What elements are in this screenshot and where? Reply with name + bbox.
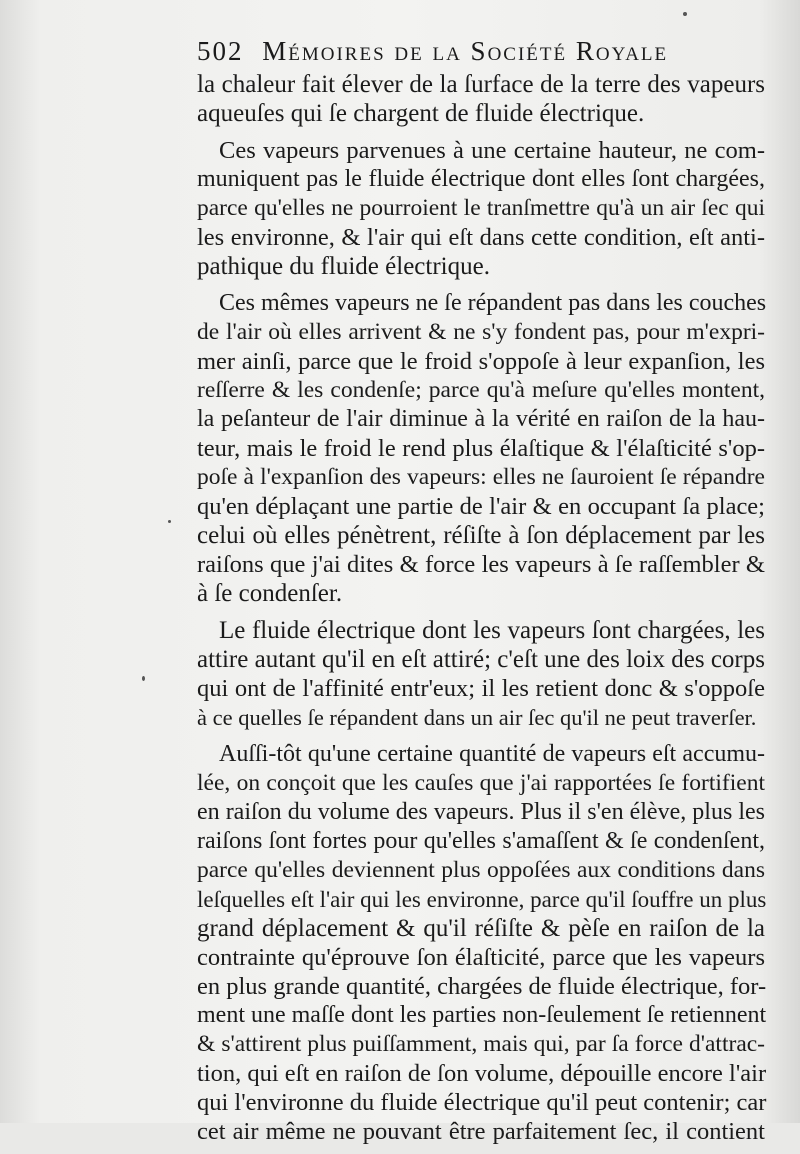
text-line: la peſanteur de l'air diminue à la vérité en raiſon de la hau-	[197, 406, 765, 432]
paragraph	[197, 70, 765, 128]
text-line: parce qu'elles deviennent plus oppoſées aux conditions dans	[197, 857, 765, 883]
text-line: pathique du fluide électrique.	[197, 253, 490, 280]
text-line: la chaleur fait élever de la ſurface de la terre des vapeurs	[197, 71, 765, 98]
text-line: lée, on conçoit que les cauſes que j'ai rapportées ſe fortifient	[197, 770, 765, 796]
text-line: en raiſon du volume des vapeurs. Plus il s'en élève, plus les	[197, 799, 765, 825]
text-line: qui ont de l'affinité entr'eux; il les retient donc & s'oppoſe	[197, 675, 765, 702]
body-text	[197, 70, 765, 1154]
text-line: à ce quelles ſe répandent dans un air ſec qu'il ne peut traverſer.	[197, 705, 757, 730]
text-line: mer ainſi, parce que le froid s'oppoſe à leur expanſion, les	[197, 348, 765, 375]
page-number: 502	[197, 36, 244, 66]
scan-speck	[683, 12, 687, 16]
text-line: celui où elles pénètrent, réſiſte à ſon déplacement par les	[197, 522, 765, 549]
running-head	[197, 36, 668, 67]
text-line: muniquent pas le fluide électrique dont elles ſont chargées,	[197, 166, 765, 192]
text-line: qui l'environne du fluide électrique qu'il peut contenir; car	[197, 1089, 767, 1116]
paragraph	[197, 136, 765, 281]
text-line: à ſe condenſer.	[197, 580, 343, 607]
text-line: qu'en déplaçant une partie de l'air & en occupant ſa place;	[197, 493, 765, 520]
text-line: attire autant qu'il en eſt attiré; c'eſt une des loix des corps	[197, 646, 765, 673]
text-line: poſe à l'expanſion des vapeurs: elles ne ſauroient ſe répandre	[197, 464, 765, 490]
text-line: reſſerre & les condenſe; parce qu'à meſure qu'elles montent,	[197, 377, 765, 403]
text-line: les environne, & l'air qui eſt dans cette condition, eſt anti-	[197, 224, 765, 251]
text-line: ment une maſſe dont les parties non-ſeulement ſe retiennent	[197, 1002, 767, 1028]
text-line: en plus grande quantité, chargées de fluide électrique, for-	[197, 973, 767, 1000]
text-line: tion, qui eſt en raiſon de ſon volume, dépouille encore l'air	[197, 1060, 767, 1087]
text-line: Le fluide électrique dont les vapeurs ſont chargées, les	[219, 617, 765, 644]
text-line: grand déplacement & qu'il réſiſte & pèſe en raiſon de la	[197, 915, 765, 942]
scan-speck	[142, 676, 145, 681]
text-line: raiſons que j'ai dites & force les vapeurs à ſe raſſembler &	[197, 551, 765, 578]
text-line: parce qu'elles ne pourroient le tranſmettre qu'à un air ſec qui	[197, 195, 765, 221]
text-line: Ces mêmes vapeurs ne ſe répandent pas dans les couches	[219, 290, 767, 316]
scan-speck	[168, 520, 171, 523]
text-line: teur, mais le froid le rend plus élaſtique & l'élaſticité s'op-	[197, 435, 765, 462]
paragraph	[197, 740, 765, 1146]
text-line: leſquelles eſt l'air qui les environne, parce qu'il ſouffre un plus	[197, 887, 767, 912]
text-line: cet air même ne pouvant être parfaitement ſec, il contient	[197, 1118, 765, 1145]
running-title: Mémoires de la Société Royale	[262, 36, 669, 66]
text-line: aqueuſes qui ſe chargent de fluide électrique.	[197, 100, 645, 127]
paragraph	[197, 616, 765, 732]
text-line: raiſons ſont fortes pour qu'elles s'amaſſent & ſe condenſent,	[197, 828, 765, 854]
text-line: & s'attirent plus puiſſamment, mais qui, par ſa force d'attrac-	[197, 1031, 765, 1057]
text-line: contrainte qu'éprouve ſon élaſticité, parce que les vapeurs	[197, 944, 765, 971]
text-line: Auſſi-tôt qu'une certaine quantité de vapeurs eſt accumu-	[219, 741, 765, 767]
paragraph	[197, 289, 765, 608]
text-line: de l'air où elles arrivent & ne s'y fondent pas, pour m'expri-	[197, 319, 765, 345]
text-line: Ces vapeurs parvenues à une certaine hauteur, ne com-	[219, 137, 765, 164]
